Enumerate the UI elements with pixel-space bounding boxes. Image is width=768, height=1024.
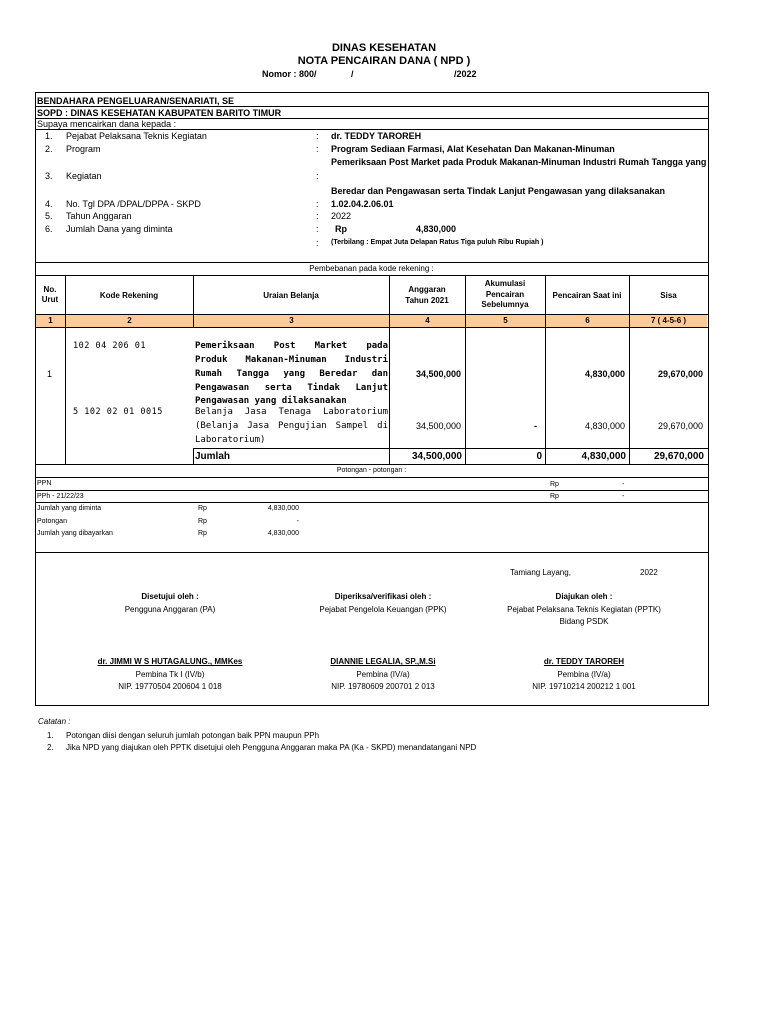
potongan-pph-value: - (622, 493, 625, 500)
summary-dibayarkan-label: Jumlah yang dibayarkan (37, 530, 113, 537)
field-1-label: Pejabat Pelaksana Teknis Kegiatan (66, 131, 207, 141)
sig1-name: dr. JIMMI W S HUTAGALUNG., MMKes (97, 657, 243, 666)
field-4-label: No. Tgl DPA /DPAL/DPPA - SKPD (66, 199, 201, 209)
header-akumulasi-line3: Sebelumnya (481, 300, 529, 309)
field-6-label: Jumlah Dana yang diminta (66, 224, 173, 234)
divider (193, 448, 708, 449)
sig2-rank: Pembina (IV/a) (356, 670, 410, 679)
field-2-value: Program Sediaan Farmasi, Alat Kesehatan Dan Makanan-Minuman (331, 144, 615, 154)
header-pencairan: Pencairan Saat ini (552, 291, 622, 300)
header-anggaran-line1: Anggaran (408, 285, 446, 294)
sig3-nip: NIP. 19710214 200212 1 001 (532, 682, 636, 691)
row1-uraian-3: Rumah Tangga yang Beredar dan (195, 369, 388, 379)
field-4-value: 1.02.04.2.06.01 (331, 199, 394, 209)
row2-uraian-2: (Belanja Jasa Pengujian Sampel di (195, 421, 388, 431)
sig2-nip: NIP. 19780609 200701 2 013 (331, 682, 435, 691)
nomor-year: /2022 (454, 69, 477, 79)
potongan-ppn-value: - (622, 481, 625, 488)
field-5-value: 2022 (331, 211, 352, 221)
note-2-no: 2. (47, 743, 54, 752)
nomor-separator: / (351, 69, 354, 79)
field-2-sep: : (316, 144, 319, 154)
col-number-6: 6 (546, 315, 629, 327)
row2-kode: 5 102 02 01 0015 (73, 407, 163, 417)
row1-uraian-5: Pengawasan yang dilaksanakan (195, 396, 347, 406)
terbilang: (Terbilang : Empat Juta Delapan Ratus Tiga puluh Ribu Rupiah ) (331, 239, 544, 246)
document-title: NOTA PENCAIRAN DANA ( NPD ) (297, 55, 471, 67)
divider (35, 502, 708, 503)
divider (35, 129, 708, 130)
sig3-role: Pejabat Pelaksana Teknis Kegiatan (PPTK) (507, 605, 661, 614)
summary-diminta-currency: Rp (198, 505, 207, 512)
header-anggaran-line2: Tahun 2021 (405, 296, 449, 305)
header-no-line1: No. (43, 285, 57, 294)
header-kode: Kode Rekening (99, 291, 159, 300)
row1-kode: 102 04 206 01 (73, 341, 147, 351)
divider (35, 477, 708, 478)
header-no-line2: Urut (41, 295, 59, 304)
sig2-heading: Diperiksa/verifikasi oleh : (334, 592, 432, 601)
row1-no: 1 (47, 369, 53, 379)
field-2-label: Program (66, 144, 101, 154)
total-label: Jumlah (195, 451, 231, 462)
field-1-value: dr. TEDDY TAROREH (331, 131, 422, 141)
summary-diminta-label: Jumlah yang diminta (37, 505, 102, 512)
note-1-text: Potongan diisi dengan seluruh jumlah potongan baik PPN maupun PPh (66, 731, 320, 740)
field-5-no: 5. (45, 211, 53, 221)
sig3-rank: Pembina (IV/a) (557, 670, 611, 679)
total-pencairan: 4,830,000 (581, 451, 626, 462)
col-number-7: 7 ( 4-5-6 ) (630, 315, 707, 327)
field-4-sep: : (316, 199, 319, 209)
note-2-text: Jika NPD yang diajukan oleh PPTK disetujui oleh Pengguna Anggaran maka PA (Ka - SKPD) menandatangani NPD (66, 743, 477, 752)
divider (35, 490, 708, 491)
field-6-currency: Rp (335, 224, 347, 234)
row1-uraian-4: Pengawasan serta Tindak Lanjut (195, 383, 388, 393)
field-5-sep: : (316, 211, 319, 221)
col-number-4: 4 (390, 315, 465, 327)
header-sisa: Sisa (660, 291, 677, 300)
sig1-rank: Pembina Tk I (IV/b) (135, 670, 205, 679)
potongan-pph-label: PPh - 21/22/23 (37, 493, 84, 500)
sig1-role: Pengguna Anggaran (PA) (124, 605, 216, 614)
field-3-sep: : (316, 171, 319, 181)
header-akumulasi-line1: Akumulasi (484, 279, 526, 288)
field-6-value: 4,830,000 (416, 224, 457, 234)
intro-line: Supaya mencairkan dana kepada : (37, 119, 177, 129)
row2-akumulasi: - (534, 421, 537, 431)
total-anggaran: 34,500,000 (411, 451, 462, 462)
divider (35, 262, 708, 263)
summary-potongan-value: - (296, 518, 299, 525)
row1-uraian-1: Pemeriksaan Post Market pada (195, 341, 388, 351)
divider (35, 327, 708, 328)
sig3-name: dr. TEDDY TAROREH (543, 657, 625, 666)
field-6-no: 6. (45, 224, 53, 234)
field-3-label: Kegiatan (66, 171, 102, 181)
summary-diminta-value: 4,830,000 (267, 505, 299, 512)
col-number-2: 2 (66, 315, 193, 327)
row2-pencairan: 4,830,000 (584, 421, 625, 431)
row1-uraian-2: Produk Makanan-Minuman Industri (195, 355, 388, 365)
sig1-nip: NIP. 19770504 200604 1 018 (118, 682, 222, 691)
field-3-no: 3. (45, 171, 53, 181)
field-5-label: Tahun Anggaran (66, 211, 132, 221)
divider (35, 552, 708, 553)
field-4-no: 4. (45, 199, 53, 209)
row1-sisa: 29,670,000 (657, 369, 703, 379)
terbilang-sep: : (316, 238, 319, 248)
divider (35, 106, 708, 107)
row2-uraian-3: Laboratorium) (195, 435, 266, 445)
total-akumulasi: 0 (536, 451, 542, 462)
sopd-line: SOPD : DINAS KESEHATAN KABUPATEN BARITO TIMUR (37, 108, 282, 118)
summary-dibayarkan-value: 4,830,000 (267, 530, 299, 537)
table-caption: Pembebanan pada kode rekening : (309, 264, 434, 273)
potongan-pph-currency: Rp (550, 493, 559, 500)
field-6-sep: : (316, 224, 319, 234)
field-2-no: 2. (45, 144, 53, 154)
office-title: DINAS KESEHATAN (331, 42, 437, 54)
header-akumulasi-line2: Pencairan (485, 290, 525, 299)
potongan-ppn-currency: Rp (550, 481, 559, 488)
date-year: 2022 (640, 568, 658, 577)
summary-dibayarkan-currency: Rp (198, 530, 207, 537)
bendahara-line: BENDAHARA PENGELUARAN/SENARIATI, SE (37, 96, 235, 106)
col-line (193, 448, 194, 464)
sig2-role: Pejabat Pengelola Keuangan (PPK) (319, 605, 447, 614)
note-1-no: 1. (47, 731, 54, 740)
sig1-heading: Disetujui oleh : (141, 592, 199, 601)
summary-potongan-label: Potongan (37, 518, 67, 525)
total-sisa: 29,670,000 (653, 451, 704, 462)
col-line (65, 275, 66, 464)
place-label: Tamiang Layang, (510, 568, 571, 577)
col-number-5: 5 (466, 315, 545, 327)
field-1-sep: : (316, 131, 319, 141)
field-1-no: 1. (45, 131, 53, 141)
potongan-ppn-label: PPN (37, 480, 52, 487)
sig3-unit: Bidang PSDK (559, 617, 609, 626)
row1-pencairan: 4,830,000 (584, 369, 625, 379)
sig3-heading: Diajukan oleh : (555, 592, 613, 601)
nomor-label: Nomor : 800/ (262, 69, 317, 79)
row2-sisa: 29,670,000 (657, 421, 703, 431)
potongan-title: Potongan - potongan : (336, 467, 407, 474)
notes-title: Catatan : (38, 717, 71, 726)
col-number-1: 1 (36, 315, 65, 327)
divider (35, 464, 708, 465)
divider (35, 275, 708, 276)
col-number-3: 3 (194, 315, 389, 327)
header-uraian: Uraian Belanja (263, 291, 319, 300)
row2-uraian-1: Belanja Jasa Tenaga Laboratorium (195, 407, 388, 417)
row1-anggaran: 34,500,000 (415, 369, 461, 379)
sig2-name: DIANNIE LEGALIA, SP.,M.Si (330, 657, 436, 666)
kegiatan-line-1: Pemeriksaan Post Market pada Produk Makanan-Minuman Industri Rumah Tangga yang (331, 157, 707, 167)
kegiatan-line-2: Beredar dan Pengawasan serta Tindak Lanjut Pengawasan yang dilaksanakan (331, 186, 665, 196)
summary-potongan-currency: Rp (198, 518, 207, 525)
row2-anggaran: 34,500,000 (415, 421, 461, 431)
